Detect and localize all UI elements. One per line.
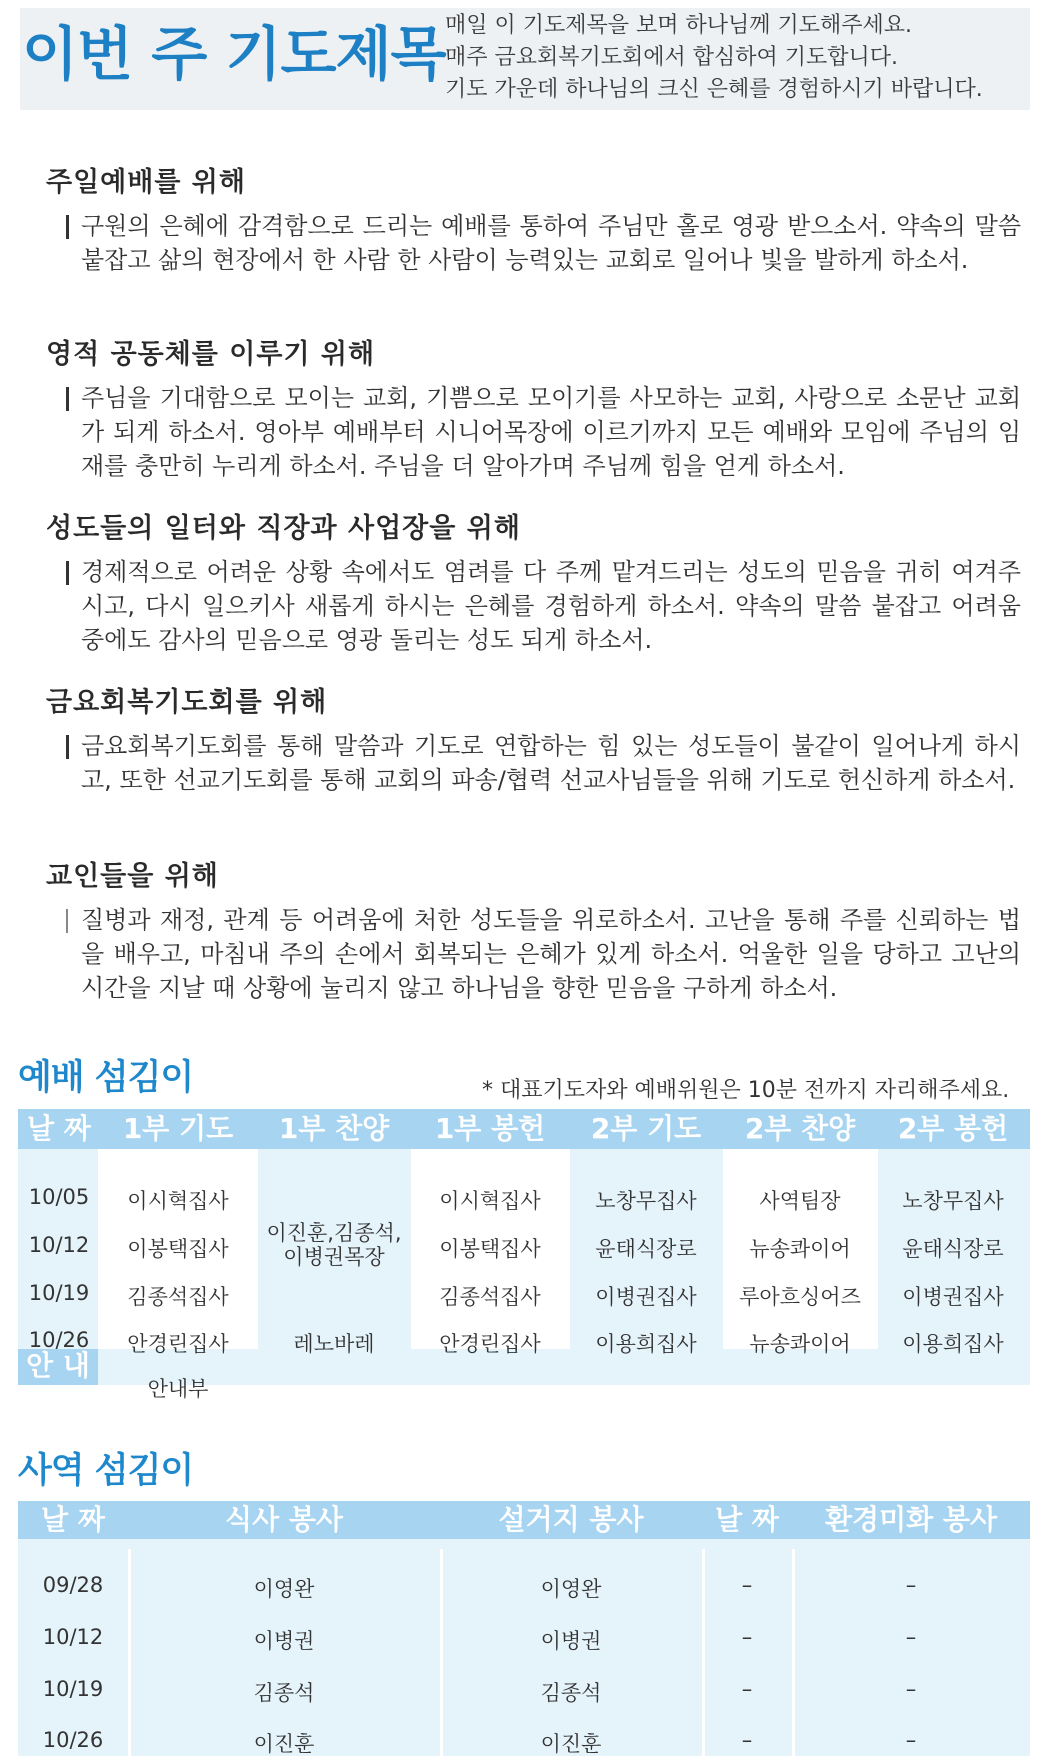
- worship-prayer2: 노창무집사: [595, 1189, 697, 1213]
- prayer-heading: 금요회복기도회를 위해: [46, 687, 328, 718]
- ministry-header-meal: 식사 봉사: [225, 1503, 343, 1536]
- prayer-body: [46, 555, 1021, 683]
- ministry-date: 10/26: [42, 1728, 104, 1752]
- worship-header-offering2: 2부 봉헌: [897, 1112, 1009, 1145]
- prayer-text: 금요회복기도회를 통해 말씀과 기도로 연합하는 힘 있는 성도들이 불같이 일어나게 하시고, 또한 선교기도회를 통해 교회의 파송/협력 선교사님들을 위해 기도로 헌신하게 하소서.: [81, 732, 1021, 794]
- worship-offering2: 이용희집사: [902, 1332, 1004, 1356]
- ministry-date: 10/12: [42, 1625, 104, 1649]
- worship-offering2: 노창무집사: [902, 1189, 1004, 1213]
- worship-offering1: 안경린집사: [439, 1332, 541, 1356]
- worship-section-title: 예배 섬김이: [18, 1058, 194, 1098]
- worship-header-praise2: 2부 찬양: [744, 1112, 856, 1145]
- guide-label: 안 내: [18, 1349, 98, 1385]
- worship-prayer1: 김종석집사: [127, 1285, 229, 1309]
- worship-header-date: 날 짜: [27, 1112, 91, 1145]
- ministry-date2: –: [741, 1728, 753, 1752]
- worship-prayer1: 이시혁집사: [127, 1189, 229, 1213]
- worship-praise1-merged: [256, 1221, 412, 1269]
- prayer-body: [46, 381, 1021, 509]
- prayer-text: 주님을 기대함으로 모이는 교회, 기쁨으로 모이기를 사모하는 교회, 사랑으로 소문난 교회가 되게 하소서. 영아부 예배부터 시니어목장에 이르기까지 모든 예배와 모임에 주님의 임재를 충만히 누리게 하소서. 주님을 더 알아가며 주님께 힘을 얻게 하소서.: [81, 384, 1021, 480]
- worship-table-header: [18, 1109, 1030, 1149]
- ministry-header-dish: 설거지 봉사: [498, 1503, 644, 1536]
- ministry-meal: 이진훈: [253, 1732, 315, 1756]
- prayer-section: [46, 511, 1021, 685]
- worship-praise1-last: 레노바레: [293, 1332, 375, 1356]
- prayer-heading: 주일예배를 위해: [46, 167, 246, 198]
- header-line: 기도 가운데 하나님의 크신 은혜를 경험하시기 바랍니다.: [445, 77, 983, 102]
- ministry-table-header: [18, 1501, 1030, 1539]
- ministry-dish: 이영완: [540, 1577, 602, 1601]
- worship-praise2: 뉴송콰이어: [749, 1237, 851, 1261]
- worship-offering2: 이병권집사: [902, 1285, 1004, 1309]
- prayer-sections: [46, 165, 1021, 1033]
- ministry-date: 10/19: [42, 1677, 104, 1701]
- worship-header-offering1: 1부 봉헌: [434, 1112, 546, 1145]
- ministry-header-env: 환경미화 봉사: [824, 1503, 998, 1536]
- bullet-bar: [66, 561, 69, 585]
- praise1-line: 이진훈,김종석,: [266, 1221, 402, 1245]
- worship-offering2: 윤태식장로: [902, 1237, 1004, 1261]
- worship-date: 10/19: [28, 1281, 90, 1305]
- prayer-text: 경제적으로 어려운 상황 속에서도 염려를 다 주께 맡겨드리는 성도의 믿음을 귀히 여겨주시고, 다시 일으키사 새롭게 하시는 은혜를 경험하게 하소서. 약속의 말씀 붙잡고 어려움 중에도 감사의 믿음으로 영광 돌리는 성도 되게 하소서.: [81, 558, 1021, 654]
- prayer-text: 구원의 은혜에 감격함으로 드리는 예배를 통하여 주님만 홀로 영광 받으소서. 약속의 말씀 붙잡고 삶의 현장에서 한 사람 한 사람이 능력있는 교회로 일어나 빛을 발하게 하소서.: [81, 212, 1021, 274]
- prayer-heading: 성도들의 일터와 직장과 사업장을 위해: [46, 513, 521, 544]
- ministry-env: –: [905, 1573, 917, 1597]
- prayer-body: [46, 209, 1021, 337]
- ministry-meal: 이병권: [253, 1629, 315, 1653]
- bullet-bar: [66, 909, 68, 933]
- worship-offering1: 이봉택집사: [439, 1237, 541, 1261]
- ministry-table: [18, 1501, 1030, 1759]
- ministry-env: –: [905, 1625, 917, 1649]
- ministry-env: –: [905, 1728, 917, 1752]
- page-title: 이번 주 기도제목: [22, 20, 446, 88]
- ministry-date2: –: [741, 1677, 753, 1701]
- prayer-section: [46, 685, 1021, 859]
- worship-praise2: 사역팀장: [759, 1189, 841, 1213]
- header-intro: [445, 10, 1035, 106]
- worship-table: [18, 1109, 1030, 1401]
- worship-header-prayer1: 1부 기도: [122, 1112, 234, 1145]
- worship-header-prayer2: 2부 기도: [590, 1112, 702, 1145]
- ministry-meal: 김종석: [253, 1681, 315, 1705]
- worship-praise2: 뉴송콰이어: [749, 1332, 851, 1356]
- worship-date: 10/05: [28, 1185, 90, 1209]
- worship-prayer1: 안경린집사: [127, 1332, 229, 1356]
- prayer-body: [46, 729, 1021, 857]
- worship-praise2: 루아흐싱어즈: [739, 1285, 861, 1309]
- bullet-bar: [66, 215, 69, 239]
- worship-prayer2: 이병권집사: [595, 1285, 697, 1309]
- worship-header-praise1: 1부 찬양: [278, 1112, 390, 1145]
- worship-notice: * 대표기도자와 예배위원은 10분 전까지 자리해주세요.: [482, 1078, 1010, 1103]
- ministry-header-date: 날 짜: [41, 1503, 105, 1536]
- prayer-section: [46, 165, 1021, 337]
- ministry-date2: –: [741, 1573, 753, 1597]
- ministry-env: –: [905, 1677, 917, 1701]
- worship-prayer1: 이봉택집사: [127, 1237, 229, 1261]
- prayer-heading: 교인들을 위해: [46, 861, 219, 892]
- ministry-dish: 김종석: [540, 1681, 602, 1705]
- guide-value: 안내부: [147, 1377, 209, 1401]
- ministry-section-title: 사역 섬김이: [18, 1451, 194, 1491]
- bullet-bar: [66, 735, 69, 759]
- header-line: 매주 금요회복기도회에서 합심하여 기도합니다.: [445, 45, 899, 70]
- worship-date: 10/26: [28, 1328, 90, 1352]
- worship-offering1: 이시혁집사: [439, 1189, 541, 1213]
- praise1-line: 이병권목장: [283, 1245, 385, 1269]
- header-line: 매일 이 기도제목을 보며 하나님께 기도해주세요.: [445, 13, 913, 38]
- prayer-body: [46, 903, 1021, 1031]
- worship-prayer2: 이용희집사: [595, 1332, 697, 1356]
- ministry-dish: 이병권: [540, 1629, 602, 1653]
- ministry-meal: 이영완: [253, 1577, 315, 1601]
- bullet-bar: [66, 387, 69, 411]
- ministry-dish: 이진훈: [540, 1732, 602, 1756]
- page-header: [0, 0, 1052, 115]
- ministry-header-date2: 날 짜: [715, 1503, 779, 1536]
- worship-date: 10/12: [28, 1233, 90, 1257]
- worship-offering1: 김종석집사: [439, 1285, 541, 1309]
- worship-prayer2: 윤태식장로: [595, 1237, 697, 1261]
- prayer-heading: 영적 공동체를 이루기 위해: [46, 339, 376, 370]
- prayer-text: 질병과 재정, 관계 등 어려움에 처한 성도들을 위로하소서. 고난을 통해 주를 신뢰하는 법을 배우고, 마침내 주의 손에서 회복되는 은혜가 있게 하소서. 억울한 일을 당하고 고난의 시간을 지날 때 상황에 눌리지 않고 하나님을 향한 믿음을 구하게 하소서.: [81, 906, 1021, 1002]
- prayer-section: [46, 859, 1021, 1033]
- ministry-date: 09/28: [42, 1573, 104, 1597]
- prayer-section: [46, 337, 1021, 511]
- ministry-date2: –: [741, 1625, 753, 1649]
